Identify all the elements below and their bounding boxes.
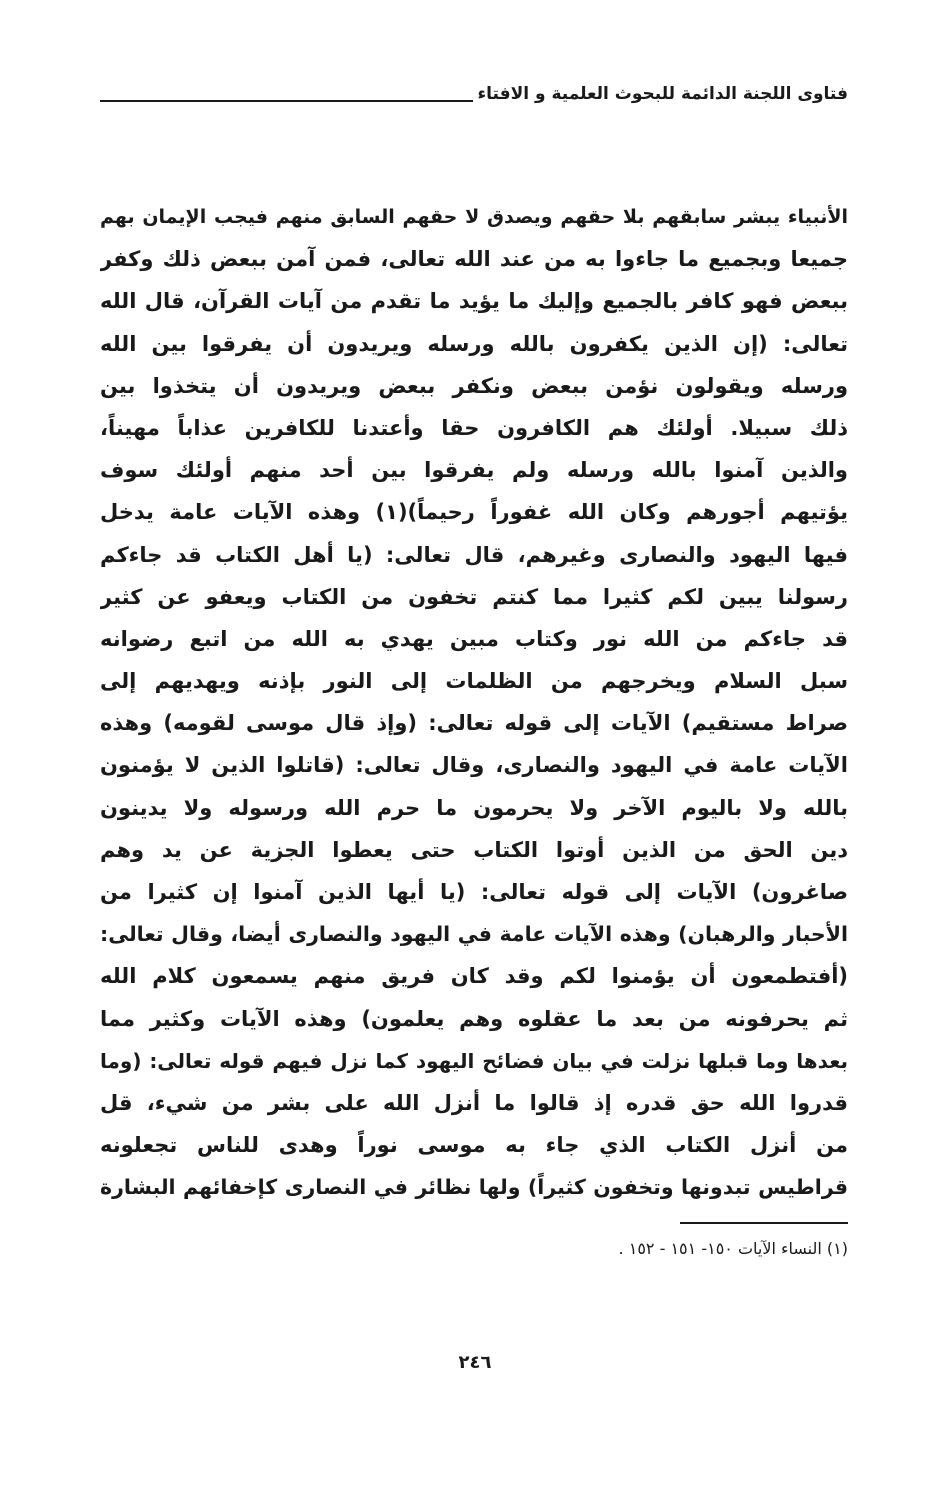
body-line: من أنزل الكتاب الذي جاء به موسى نوراً وهدى للناس تجعلونه <box>100 1133 848 1158</box>
body-line: ورسله ويقولون نؤمن ببعض ونكفر ببعض ويريدون أن يتخذوا بين <box>100 373 848 398</box>
body-line: الآيات عامة في اليهود والنصارى، وقال تعالى: (قاتلوا الذين لا يؤمنون <box>100 753 848 778</box>
body-line: تعالى: (إن الذين يكفرون بالله ورسله ويريدون أن يفرقوا بين الله <box>100 331 848 356</box>
body-line: فيها اليهود والنصارى وغيرهم، قال تعالى: (يا أهل الكتاب قد جاءكم <box>100 542 848 567</box>
body-line: قراطيس تبدونها وتخفون كثيراً) ولها نظائر في النصارى كإخفائهم البشارة <box>100 1175 848 1200</box>
body-line: الأحبار والرهبان) وهذه الآيات عامة في اليهود والنصارى أيضا، وقال تعالى: <box>100 922 848 947</box>
footnote-separator <box>680 1222 848 1224</box>
body-line: رسولنا يبين لكم كثيرا مما كنتم تخفون من الكتاب ويعفو عن كثير <box>100 584 848 609</box>
body-line: (أفتطمعون أن يؤمنوا لكم وقد كان فريق منهم يسمعون كلام الله <box>100 964 848 989</box>
body-line: قدروا الله حق قدره إذ قالوا ما أنزل الله على بشر من شيء، قل <box>100 1090 848 1115</box>
body-line: سبل السلام ويخرجهم من الظلمات إلى النور بإذنه ويهديهم إلى <box>100 669 848 694</box>
body-line: والذين آمنوا بالله ورسله ولم يفرقوا بين أحد منهم أولئك سوف <box>100 458 848 483</box>
running-header-rule <box>100 100 473 102</box>
body-line: يؤتيهم أجورهم وكان الله غفوراً رحيماً)(١) وهذه الآيات عامة يدخل <box>100 500 848 525</box>
body-line: صاغرون) الآيات إلى قوله تعالى: (يا أيها الذين آمنوا إن كثيرا من <box>100 880 848 904</box>
body-line: دين الحق من الذين أوتوا الكتاب حتى يعطوا الجزية عن يد وهم <box>100 837 848 862</box>
body-line: صراط مستقيم) الآيات إلى قوله تعالى: (وإذ قال موسى لقومه) وهذه <box>100 711 848 736</box>
body-line: بعدها وما قبلها نزلت في بيان فضائح اليهود كما نزل فيهم قوله تعالى: (وما <box>100 1048 848 1073</box>
body-line: جميعا وبجميع ما جاءوا به من عند الله تعالى، فمن آمن ببعض ذلك وكفر <box>100 247 848 272</box>
body-line: ثم يحرفونه من بعد ما عقلوه وهم يعلمون) وهذه الآيات وكثير مما <box>100 1006 848 1031</box>
body-line: الأنبياء يبشر سابقهم بلا حقهم ويصدق لا حقهم السابق منهم فيجب الإيمان بهم <box>100 206 848 228</box>
body-line: بالله ولا باليوم الآخر ولا يحرمون ما حرم الله ورسوله ولا يدينون <box>100 795 848 820</box>
body-line: قد جاءكم من الله نور وكتاب مبين يهدي به الله من اتبع رضوانه <box>100 626 848 651</box>
running-header <box>100 82 848 106</box>
running-header-title: فتاوى اللجنة الدائمة للبحوث العلمية و الافتاء <box>477 84 848 104</box>
page-number: ٢٤٦ <box>458 1352 492 1373</box>
body-text <box>100 196 848 1209</box>
footnote: (١) النساء الآيات ١٥٠- ١٥١ - ١٥٢ . <box>618 1239 848 1258</box>
body-line: ببعض فهو كافر بالجميع وإليك ما يؤيد ما تقدم من آيات القرآن، قال الله <box>100 289 848 314</box>
body-line: ذلك سبيلا. أولئك هم الكافرون حقا وأعتدنا للكافرين عذاباً مهيناً، <box>100 415 848 440</box>
